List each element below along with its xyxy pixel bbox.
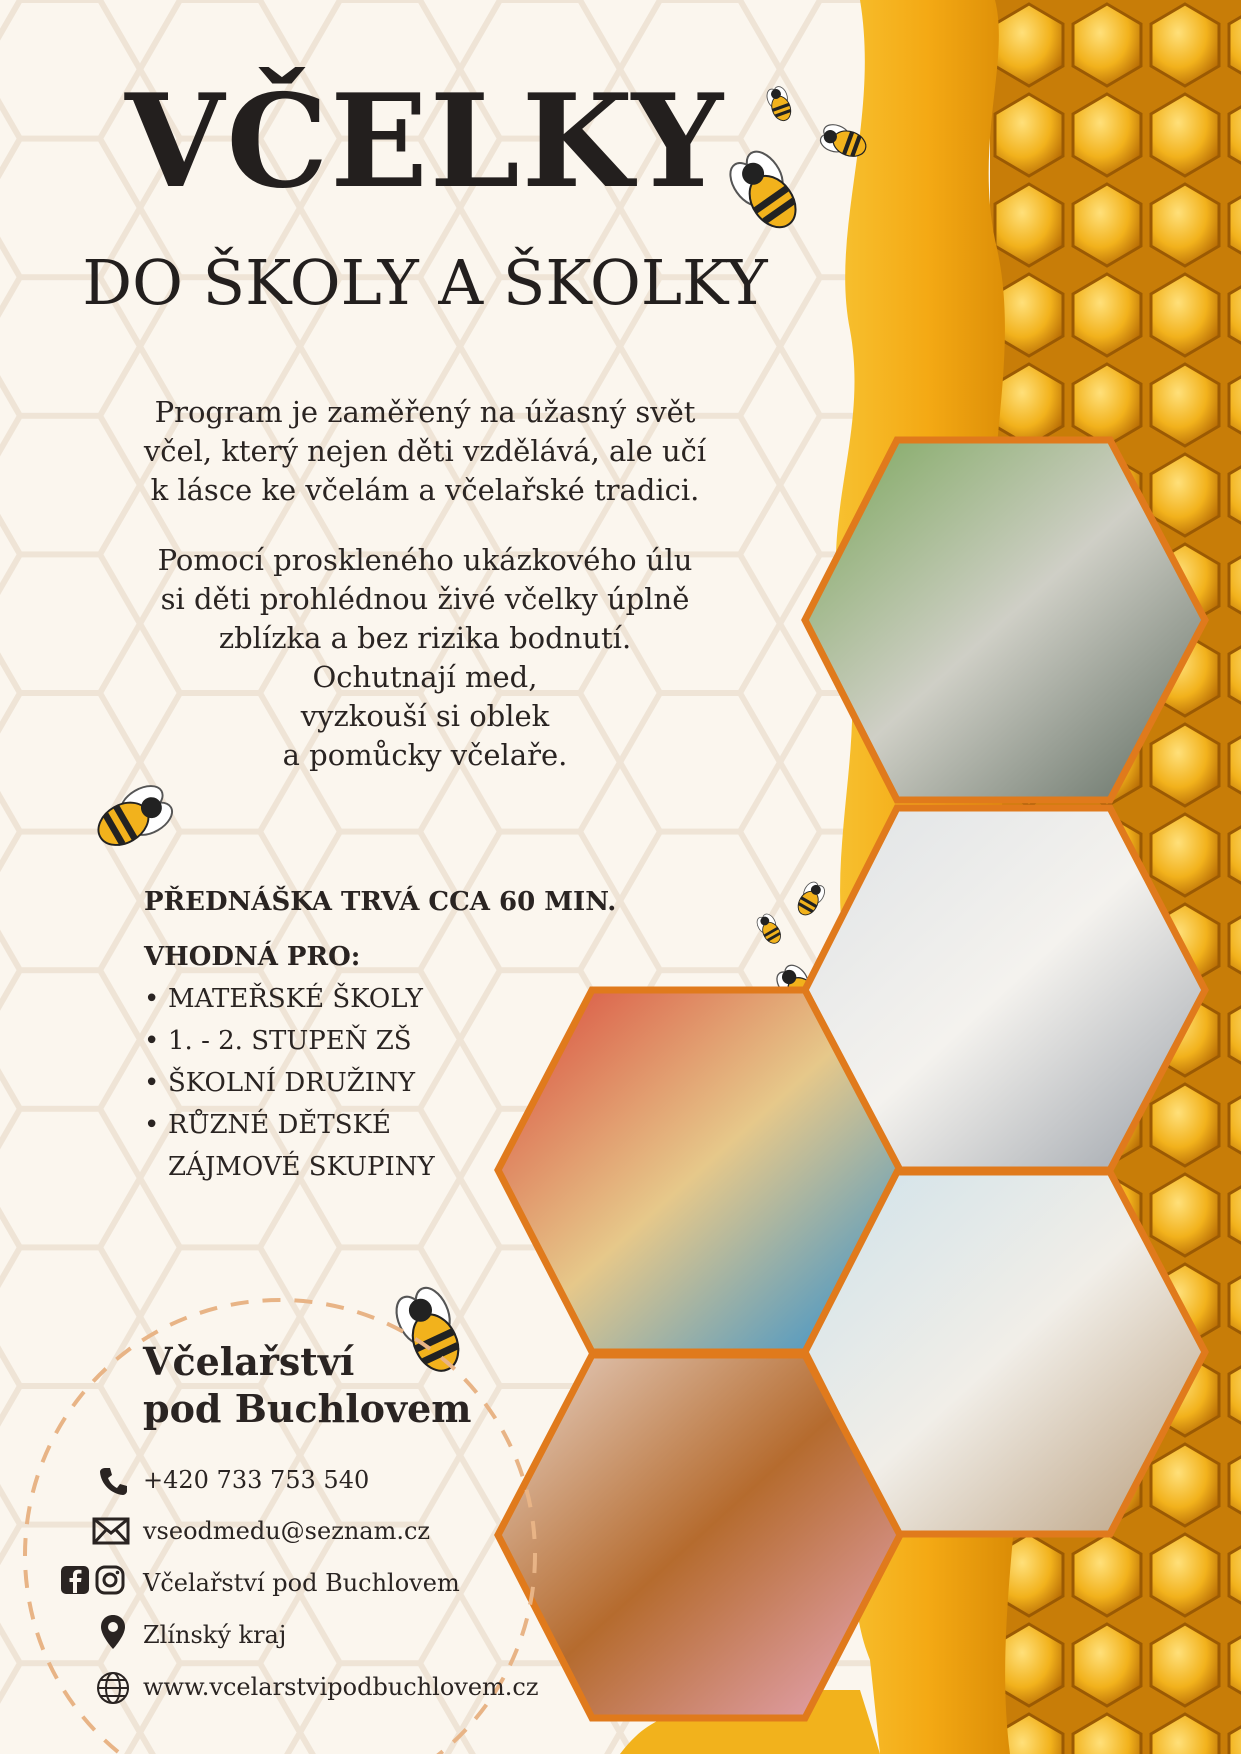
globe-icon [96, 1671, 130, 1705]
envelope-icon [92, 1517, 130, 1545]
region-text: Zlínský kraj [143, 1621, 287, 1649]
audience-item: • ŠKOLNÍ DRUŽINY [144, 1062, 435, 1104]
phone-icon [98, 1465, 130, 1497]
intro-line: Program je zaměřený na úžasný svět [154, 395, 696, 429]
intro-line: včel, který nejen děti vzdělává, ale učí [143, 434, 707, 468]
audience-item: • 1. - 2. STUPEŇ ZŠ [144, 1020, 435, 1062]
detail-line: si děti prohlédnou živé včelky úplně [160, 582, 690, 616]
suitable-heading: VHODNÁ PRO: [144, 942, 361, 972]
facebook-icon [60, 1565, 90, 1595]
audience-list [144, 978, 435, 1188]
audience-item: • MATEŘSKÉ ŠKOLY [144, 978, 435, 1020]
social-media-name[interactable]: Včelařství pod Buchlovem [143, 1569, 460, 1597]
intro-paragraph [100, 393, 750, 510]
poster-subtitle: DO ŠKOLY A ŠKOLKY [82, 246, 768, 319]
detail-line: a pomůcky včelaře. [282, 738, 568, 772]
phone-number[interactable]: +420 733 753 540 [143, 1466, 370, 1494]
detail-line: zblízka a bez rizika bodnutí. [218, 621, 632, 655]
instagram-icon [95, 1565, 125, 1595]
audience-item-continuation: ZÁJMOVÉ SKUPINY [168, 1152, 435, 1182]
location-pin-icon [100, 1614, 126, 1650]
website-url[interactable]: www.vcelarstvipodbuchlovem.cz [143, 1673, 539, 1701]
audience-item: • RŮZNÉ DĚTSKÉ ZÁJMOVÉ SKUPINY [144, 1104, 435, 1188]
company-name [143, 1338, 471, 1432]
detail-line: vyzkouší si oblek [300, 699, 550, 733]
company-name-line: pod Buchlovem [143, 1386, 472, 1431]
intro-line: k lásce ke včelám a včelařské tradici. [150, 473, 700, 507]
detail-paragraph [100, 541, 750, 775]
detail-line: Pomocí proskleného ukázkového úlu [157, 543, 693, 577]
company-name-line: Včelařství [143, 1339, 355, 1384]
email-address[interactable]: vseodmedu@seznam.cz [143, 1517, 431, 1545]
detail-line: Ochutnají med, [312, 660, 538, 694]
poster-title: VČELKY [125, 67, 725, 217]
duration-text: PŘEDNÁŠKA TRVÁ CCA 60 MIN. [144, 887, 617, 917]
